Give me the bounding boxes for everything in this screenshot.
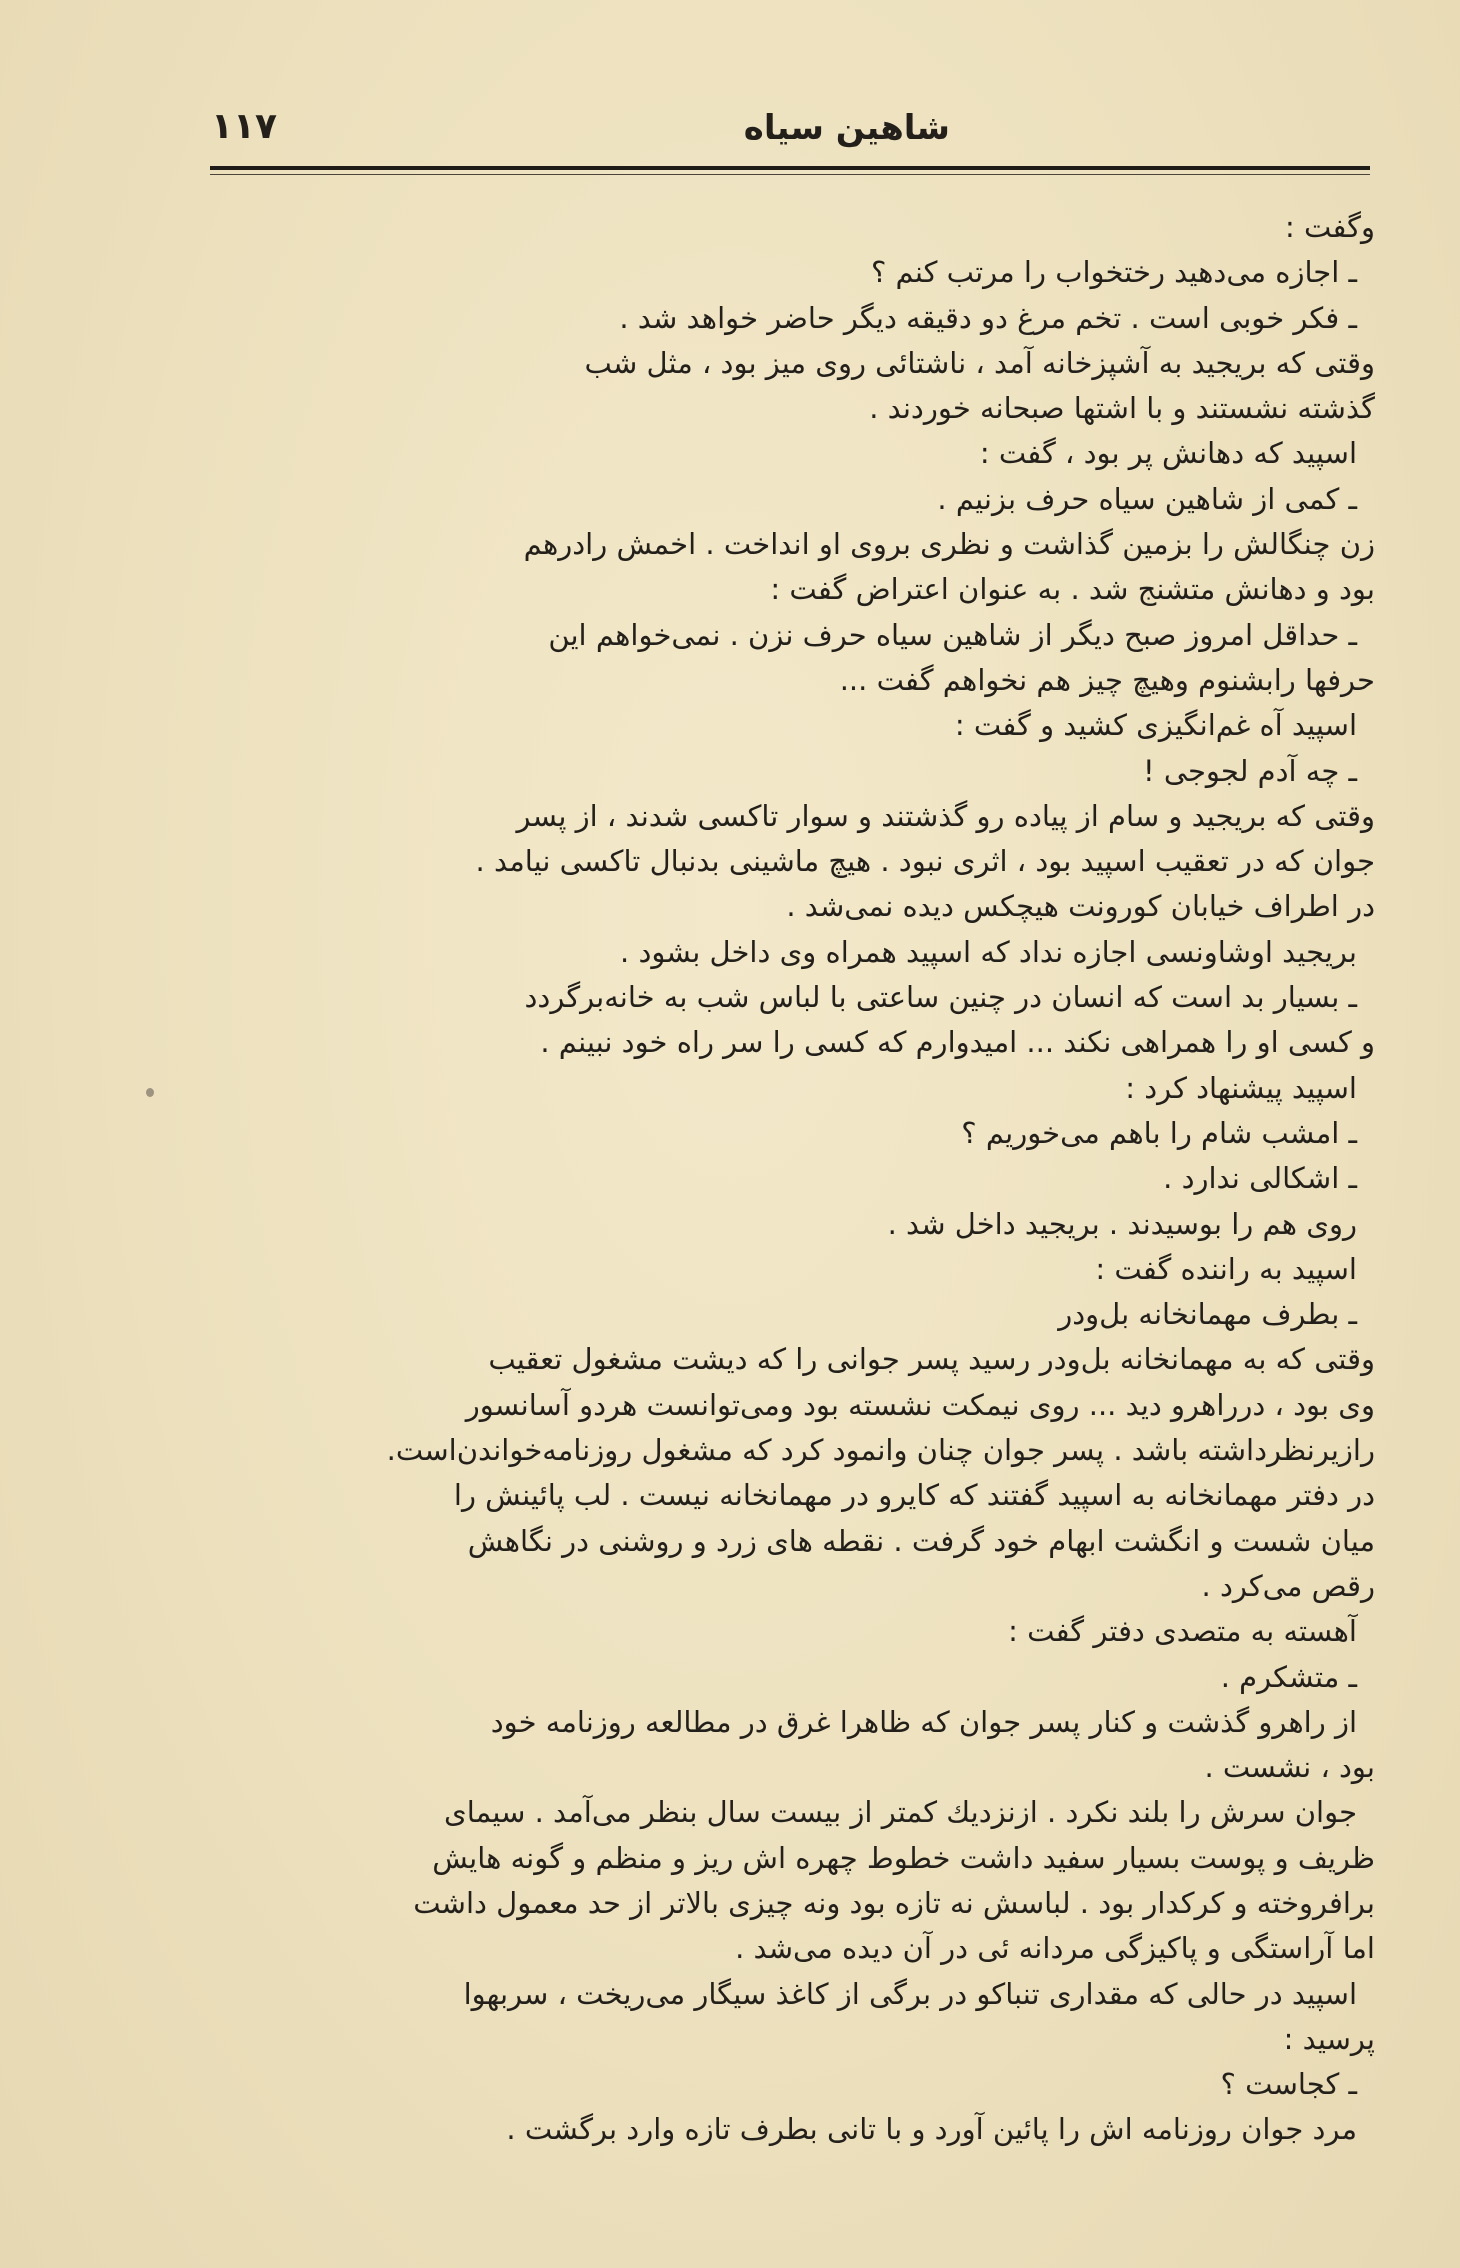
text-line: در اطراف خیابان کورونت هیچکس دیده نمی‌شد .: [786, 889, 1375, 924]
text-line: رازیرنظرداشته باشد . پسر جوان چنان وانمود کرد که مشغول روزنامه‌خواندن‌است.: [386, 1433, 1375, 1468]
text-line: اسپید که دهانش پر بود ، گفت :: [979, 436, 1357, 471]
text-line: جوان که در تعقیب اسپید بود ، اثری نبود . هیچ ماشینی بدنبال تاکسی نیامد .: [475, 844, 1375, 879]
text-line: جوان سرش را بلند نکرد . ازنزدیك کمتر از بیست سال بنظر می‌آمد . سیمای: [444, 1795, 1357, 1830]
page-number: ۱۱۷: [211, 106, 277, 147]
text-line: زن چنگالش را بزمین گذاشت و نظری بروی او انداخت . اخمش رادرهم: [523, 527, 1375, 562]
running-title: شاهین سیاه: [743, 108, 950, 148]
text-line: بود و دهانش متشنج شد . به عنوان اعتراض گفت :: [770, 572, 1375, 607]
text-line: ـ چه آدم لجوجی !: [1142, 753, 1357, 788]
text-line: ظریف و پوست بسیار سفید داشت خطوط چهره اش ریز و منظم و گونه هایش: [432, 1840, 1375, 1875]
text-line: ـ اجازه می‌دهید رختخواب را مرتب کنم ؟: [870, 255, 1357, 290]
text-line: و کسی او را همراهی نکند ... امیدوارم که کسی را سر راه خود نبینم .: [540, 1025, 1375, 1060]
text-line: روی هم را بوسیدند . بریجید داخل شد .: [887, 1206, 1357, 1241]
text-line: ـ امشب شام را باهم می‌خوریم ؟: [961, 1115, 1357, 1150]
text-line: ـ متشکرم .: [1220, 1659, 1357, 1694]
text-line: حرفها رابشنوم وهیچ چیز هم نخواهم گفت ...: [839, 662, 1375, 697]
text-line: وقتی که بریجید به آشپزخانه آمد ، ناشتائی روی میز بود ، مثل شب: [584, 345, 1375, 380]
body-text: [205, 205, 1375, 2153]
text-line: ـ حداقل امروز صبح دیگر از شاهین سیاه حرف نزن . نمی‌خواهم این: [548, 617, 1357, 652]
text-line: اسپید آه غم‌انگیزی کشید و گفت :: [954, 708, 1357, 743]
text-line: ـ بطرف مهمانخانه بل‌ودر: [1058, 1297, 1357, 1332]
text-line: ـ اشکالی ندارد .: [1163, 1161, 1357, 1196]
page-header: [205, 100, 1370, 160]
text-line: وقتی که بریجید و سام از پیاده رو گذشتند و سوار تاکسی شدند ، از پسر: [516, 798, 1375, 833]
text-line: پرسید :: [1283, 2021, 1375, 2056]
text-line: بود ، نشست .: [1204, 1750, 1375, 1785]
text-line: مرد جوان روزنامه اش را پائین آورد و با تانی بطرف تازه وارد برگشت .: [506, 2112, 1357, 2147]
text-line: ـ فکر خوبی است . تخم مرغ دو دقیقه دیگر حاضر خواهد شد .: [619, 300, 1357, 335]
text-line: وی بود ، درراهرو دید ... روی نیمکت نشسته بود ومی‌توانست هردو آسانسور: [465, 1387, 1375, 1422]
text-line: گذشته نشستند و با اشتها صبحانه خوردند .: [869, 391, 1375, 426]
text-line: میان شست و انگشت ابهام خود گرفت . نقطه های زرد و روشنی در نگاهش: [467, 1523, 1375, 1558]
text-line: اما آراستگی و پاکیزگی مردانه ئی در آن دیده می‌شد .: [735, 1931, 1375, 1966]
text-line: بریجید اوشاونسی اجازه نداد که اسپید همراه وی داخل بشود .: [620, 934, 1357, 969]
text-line: در دفتر مهمانخانه به اسپید گفتند که کایرو در مهمانخانه نیست . لب پائینش را: [453, 1478, 1375, 1513]
text-line: وقتی که به مهمانخانه بل‌ودر رسید پسر جوانی را که دیشت مشغول تعقیب: [488, 1342, 1375, 1377]
text-line: اسپید در حالی که مقداری تنباکو در برگی از کاغذ سیگار می‌ریخت ، سربهوا: [463, 1976, 1357, 2011]
text-line: رقص می‌کرد .: [1201, 1568, 1375, 1603]
text-line: اسپید پیشنهاد کرد :: [1125, 1070, 1357, 1105]
text-line: برافروخته و کرکدار بود . لباسش نه تازه بود ونه چیزی بالاتر از حد معمول داشت: [413, 1885, 1375, 1920]
text-line: آهسته به متصدی دفتر گفت :: [1008, 1614, 1357, 1649]
text-line: ـ کجاست ؟: [1220, 2067, 1357, 2102]
text-line: ـ بسیار بد است که انسان در چنین ساعتی با لباس شب به خانه‌برگردد: [524, 980, 1357, 1015]
text-line: اسپید به راننده گفت :: [1095, 1251, 1357, 1286]
header-rule: [210, 166, 1370, 170]
header-rule-thin: [210, 174, 1370, 175]
text-line: از راهرو گذشت و کنار پسر جوان که ظاهرا غرق در مطالعه روزنامه خود: [490, 1704, 1357, 1739]
ink-spot: [146, 1088, 154, 1097]
text-line: ـ کمی از شاهین سیاه حرف بزنیم .: [937, 481, 1357, 516]
text-line: وگفت :: [1285, 210, 1375, 244]
